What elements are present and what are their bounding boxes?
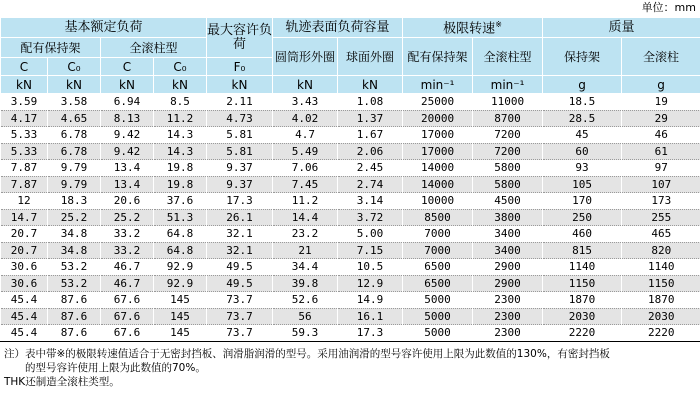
table-cell: 1140: [543, 259, 622, 276]
table-cell: 4500: [473, 193, 543, 210]
table-cell: 14.3: [154, 127, 207, 144]
table-cell: 1.67: [338, 127, 403, 144]
table-cell: 49.5: [207, 275, 273, 292]
table-cell: 60: [543, 143, 622, 160]
table-cell: 25000: [403, 94, 473, 111]
table-cell: 9.37: [207, 160, 273, 177]
table-cell: 87.6: [48, 292, 101, 309]
table-cell: 10.5: [338, 259, 403, 276]
table-cell: 53.2: [48, 259, 101, 276]
table-cell: 34.8: [48, 226, 101, 243]
table-cell: 2900: [473, 259, 543, 276]
table-cell: 3.58: [48, 94, 101, 111]
table-cell: 13.4: [101, 176, 154, 193]
table-cell: 9.42: [101, 127, 154, 144]
table-row: [1, 143, 700, 160]
table-row: [1, 193, 700, 210]
table-cell: 12: [1, 193, 48, 210]
table-cell: 5000: [403, 292, 473, 309]
table-cell: 7.87: [1, 176, 48, 193]
table-cell: 16.1: [338, 308, 403, 325]
table-cell: 2.74: [338, 176, 403, 193]
table-cell: 25.2: [48, 209, 101, 226]
table-cell: 1150: [543, 275, 622, 292]
table-cell: 2300: [473, 308, 543, 325]
footnote-line: THK还制造全滚柱类型。: [4, 376, 120, 388]
table-cell: 34.4: [273, 259, 338, 276]
table-cell: 37.6: [154, 193, 207, 210]
table-cell: 33.2: [101, 226, 154, 243]
table-cell: 145: [154, 308, 207, 325]
table-cell: 7.15: [338, 242, 403, 259]
table-cell: 5800: [473, 160, 543, 177]
limit-speed-label: 极限转速: [443, 21, 496, 37]
table-cell: 145: [154, 292, 207, 309]
table-cell: 32.1: [207, 226, 273, 243]
table-row: [1, 308, 700, 325]
header-speed-with-cage: 配有保持架: [403, 38, 473, 76]
table-cell: 93: [543, 160, 622, 177]
unit-kn: kN: [101, 76, 154, 94]
table-cell: 2.11: [207, 94, 273, 111]
table-cell: 465: [622, 226, 700, 243]
table-cell: 73.7: [207, 292, 273, 309]
table-cell: 92.9: [154, 259, 207, 276]
table-cell: 92.9: [154, 275, 207, 292]
table-cell: 17000: [403, 143, 473, 160]
table-cell: 4.73: [207, 110, 273, 127]
footnote-line: 的型号容许使用上限为此数值的70%。: [4, 362, 206, 374]
table-cell: 67.6: [101, 292, 154, 309]
table-cell: 4.02: [273, 110, 338, 127]
table-cell: 51.3: [154, 209, 207, 226]
header-symbol-c: C: [101, 58, 154, 76]
table-row: [1, 94, 700, 111]
header-speed-full-roller: 全滚柱型: [473, 38, 543, 76]
header-track-load-capacity: 轨迹表面负荷容量: [273, 18, 403, 38]
table-cell: 17.3: [338, 325, 403, 342]
header-limit-speed: [403, 18, 543, 38]
unit-g: g: [543, 76, 622, 94]
table-cell: 34.8: [48, 242, 101, 259]
table-cell: 29: [622, 110, 700, 127]
table-cell: 8700: [473, 110, 543, 127]
table-cell: 820: [622, 242, 700, 259]
table-cell: 5.81: [207, 127, 273, 144]
table-cell: 14000: [403, 176, 473, 193]
table-cell: 87.6: [48, 325, 101, 342]
table-cell: 20.7: [1, 226, 48, 243]
unit-kn: kN: [1, 76, 48, 94]
header-mass-full-roller: 全滚柱: [622, 38, 700, 76]
table-cell: 1.37: [338, 110, 403, 127]
table-cell: 8500: [403, 209, 473, 226]
table-cell: 13.4: [101, 160, 154, 177]
unit-label: 单位：mm: [641, 1, 696, 14]
table-cell: 20000: [403, 110, 473, 127]
table-cell: 33.2: [101, 242, 154, 259]
table-cell: 17.3: [207, 193, 273, 210]
table-cell: 6.78: [48, 127, 101, 144]
table-cell: 67.6: [101, 325, 154, 342]
table-cell: 23.2: [273, 226, 338, 243]
table-cell: 1870: [622, 292, 700, 309]
table-cell: 52.6: [273, 292, 338, 309]
table-cell: 49.5: [207, 259, 273, 276]
table-cell: 12.9: [338, 275, 403, 292]
table-cell: 2300: [473, 325, 543, 342]
table-cell: 2220: [622, 325, 700, 342]
table-cell: 2030: [622, 308, 700, 325]
table-cell: 11000: [473, 94, 543, 111]
table-cell: 6500: [403, 275, 473, 292]
table-cell: 9.42: [101, 143, 154, 160]
table-row: [1, 160, 700, 177]
table-cell: 53.2: [48, 275, 101, 292]
table-row: [1, 226, 700, 243]
table-cell: 39.8: [273, 275, 338, 292]
unit-min: min⁻¹: [473, 76, 543, 94]
table-cell: 1.08: [338, 94, 403, 111]
table-cell: 19.8: [154, 176, 207, 193]
table-cell: 6500: [403, 259, 473, 276]
table-cell: 19: [622, 94, 700, 111]
table-cell: 1140: [622, 259, 700, 276]
table-cell: 7200: [473, 143, 543, 160]
table-cell: 87.6: [48, 308, 101, 325]
spec-table-body: [1, 94, 700, 342]
unit-kn: kN: [154, 76, 207, 94]
table-cell: 107: [622, 176, 700, 193]
table-cell: 3400: [473, 226, 543, 243]
table-cell: 4.17: [1, 110, 48, 127]
table-cell: 97: [622, 160, 700, 177]
table-cell: 9.37: [207, 176, 273, 193]
table-cell: 45.4: [1, 308, 48, 325]
unit-kn: kN: [338, 76, 403, 94]
header-spherical-outer: 球面外圈: [338, 38, 403, 76]
table-cell: 64.8: [154, 242, 207, 259]
unit-g: g: [622, 76, 700, 94]
table-cell: 19.8: [154, 160, 207, 177]
table-cell: 2900: [473, 275, 543, 292]
table-cell: 59.3: [273, 325, 338, 342]
table-row: [1, 242, 700, 259]
table-cell: 45.4: [1, 325, 48, 342]
table-row: [1, 127, 700, 144]
table-cell: 2220: [543, 325, 622, 342]
footnote: [4, 347, 698, 389]
table-cell: 7200: [473, 127, 543, 144]
table-cell: 8.13: [101, 110, 154, 127]
table-cell: 1150: [622, 275, 700, 292]
table-cell: 14.3: [154, 143, 207, 160]
table-cell: 3.14: [338, 193, 403, 210]
table-cell: 5.33: [1, 143, 48, 160]
table-cell: 18.5: [543, 94, 622, 111]
table-cell: 20.7: [1, 242, 48, 259]
table-cell: 5800: [473, 176, 543, 193]
table-cell: 17000: [403, 127, 473, 144]
table-cell: 11.2: [154, 110, 207, 127]
unit-kn: kN: [273, 76, 338, 94]
table-cell: 73.7: [207, 325, 273, 342]
table-cell: 2.06: [338, 143, 403, 160]
table-cell: 14.4: [273, 209, 338, 226]
table-cell: 20.6: [101, 193, 154, 210]
table-cell: 45: [543, 127, 622, 144]
table-cell: 14.9: [338, 292, 403, 309]
table-cell: 9.79: [48, 176, 101, 193]
table-cell: 815: [543, 242, 622, 259]
table-cell: 7000: [403, 226, 473, 243]
table-cell: 28.5: [543, 110, 622, 127]
table-cell: 11.2: [273, 193, 338, 210]
table-cell: 4.7: [273, 127, 338, 144]
table-cell: 46.7: [101, 275, 154, 292]
table-cell: 30.6: [1, 275, 48, 292]
table-row: [1, 110, 700, 127]
header-with-cage: 配有保持架: [1, 38, 101, 58]
table-cell: 56: [273, 308, 338, 325]
table-cell: 61: [622, 143, 700, 160]
table-cell: 5.00: [338, 226, 403, 243]
table-cell: 170: [543, 193, 622, 210]
table-cell: 7.87: [1, 160, 48, 177]
table-cell: 64.8: [154, 226, 207, 243]
header-mass-cage: 保持架: [543, 38, 622, 76]
table-cell: 6.78: [48, 143, 101, 160]
table-cell: 45.4: [1, 292, 48, 309]
table-cell: 10000: [403, 193, 473, 210]
table-cell: 3400: [473, 242, 543, 259]
table-cell: 2300: [473, 292, 543, 309]
header-symbol-c0: C₀: [48, 58, 101, 76]
table-cell: 1870: [543, 292, 622, 309]
table-row: [1, 259, 700, 276]
table-row: [1, 176, 700, 193]
spec-table: [0, 17, 700, 342]
table-cell: 5000: [403, 308, 473, 325]
table-cell: 173: [622, 193, 700, 210]
table-cell: 7.45: [273, 176, 338, 193]
table-cell: 3.59: [1, 94, 48, 111]
header-mass: 质量: [543, 18, 700, 38]
table-cell: 73.7: [207, 308, 273, 325]
table-cell: 460: [543, 226, 622, 243]
table-cell: 32.1: [207, 242, 273, 259]
footnote-line: 注）表中带※的极限转速值适合于无密封挡板、润滑脂润滑的型号。采用油润滑的型号容许使用上限为此数值的130%，有密封挡板: [4, 348, 610, 360]
table-cell: 5000: [403, 325, 473, 342]
table-cell: 3.43: [273, 94, 338, 111]
table-cell: 5.81: [207, 143, 273, 160]
header-symbol-c0: C₀: [154, 58, 207, 76]
table-cell: 14.7: [1, 209, 48, 226]
table-cell: 18.3: [48, 193, 101, 210]
table-cell: 145: [154, 325, 207, 342]
table-row: [1, 292, 700, 309]
table-cell: 25.2: [101, 209, 154, 226]
unit-min: min⁻¹: [403, 76, 473, 94]
header-symbol-f0: F₀: [207, 58, 273, 76]
table-cell: 3.72: [338, 209, 403, 226]
table-row: [1, 275, 700, 292]
header-symbol-c: C: [1, 58, 48, 76]
table-cell: 5.49: [273, 143, 338, 160]
table-cell: 255: [622, 209, 700, 226]
table-cell: 5.33: [1, 127, 48, 144]
table-row: [1, 325, 700, 342]
table-cell: 46.7: [101, 259, 154, 276]
table-cell: 7.06: [273, 160, 338, 177]
header-basic-load: 基本额定负荷: [1, 18, 207, 38]
header-full-roller: 全滚柱型: [101, 38, 207, 58]
table-cell: 26.1: [207, 209, 273, 226]
limit-speed-mark: ※: [495, 20, 502, 30]
table-cell: 2.45: [338, 160, 403, 177]
table-cell: 7000: [403, 242, 473, 259]
table-cell: 67.6: [101, 308, 154, 325]
unit-kn: kN: [48, 76, 101, 94]
table-cell: 30.6: [1, 259, 48, 276]
header-cylindrical-outer: 圆筒形外圈: [273, 38, 338, 76]
table-cell: 46: [622, 127, 700, 144]
table-cell: 6.94: [101, 94, 154, 111]
table-cell: 4.65: [48, 110, 101, 127]
table-cell: 105: [543, 176, 622, 193]
table-cell: 3800: [473, 209, 543, 226]
header-max-permissible-load: 最大容许负荷: [207, 18, 273, 58]
table-cell: 250: [543, 209, 622, 226]
table-cell: 14000: [403, 160, 473, 177]
unit-kn: kN: [207, 76, 273, 94]
table-cell: 8.5: [154, 94, 207, 111]
table-cell: 2030: [543, 308, 622, 325]
table-cell: 21: [273, 242, 338, 259]
table-row: [1, 209, 700, 226]
table-cell: 9.79: [48, 160, 101, 177]
